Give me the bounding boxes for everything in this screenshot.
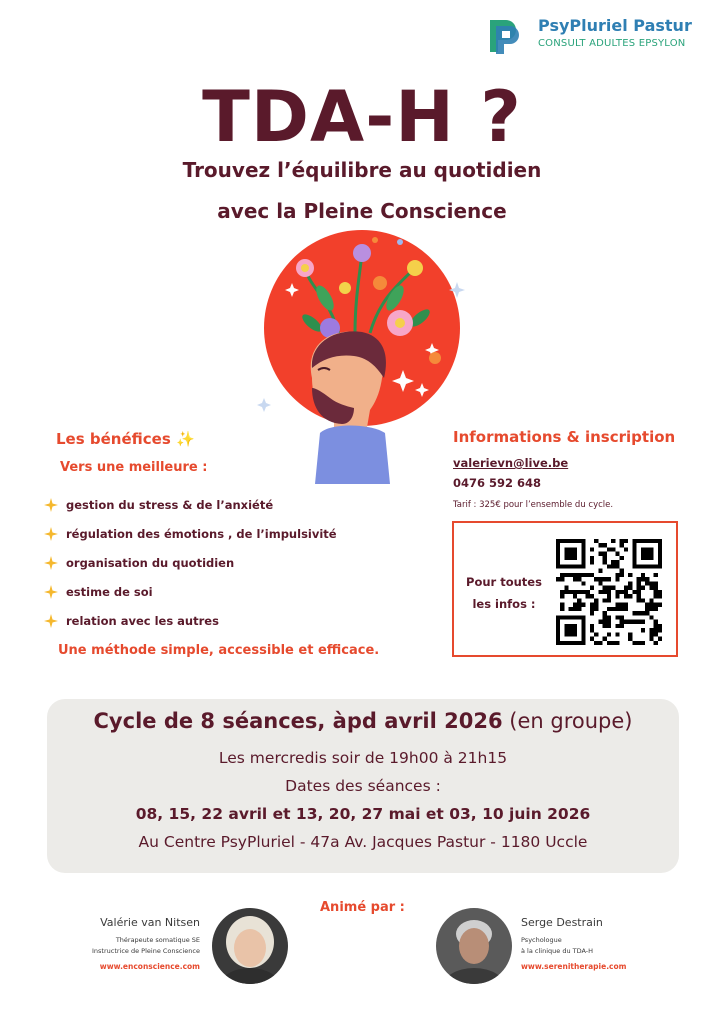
cycle-title-suffix: (en groupe) [502, 709, 633, 733]
qr-label [462, 571, 546, 615]
qr-label-line-1: Pour toutes [466, 575, 542, 589]
benefit-text: estime de soi [66, 584, 153, 599]
benefit-text: organisation du quotidien [66, 555, 235, 570]
method-tagline: Une méthode simple, accessible et efficace. [58, 643, 380, 658]
email-link[interactable]: valerievn@live.be [453, 456, 569, 470]
facilitator-2-website[interactable]: www.serenitherapie.com [521, 962, 627, 971]
qr-label-line-2: les infos : [472, 597, 536, 611]
facilitators-label: Animé par : [320, 900, 405, 915]
sparkle-icon [44, 585, 58, 599]
benefits-title: Les bénéfices ✨ [56, 430, 195, 448]
facilitator-1-role-1: Thérapeute somatique SE [115, 936, 200, 944]
cycle-panel [47, 699, 679, 873]
list-item [44, 548, 404, 577]
cycle-dates: 08, 15, 22 avril et 13, 20, 27 mai et 03, 10 juin 2026 [135, 805, 591, 823]
list-item [44, 519, 404, 548]
facilitator-2-role-2: à la clinique du TDA-H [521, 947, 594, 955]
cycle-title [47, 709, 679, 733]
info-title: Informations & inscription [453, 428, 676, 446]
cycle-schedule: Les mercredis soir de 19h00 à 21h15 [218, 749, 508, 767]
facilitator-2-role-1: Psychologue [521, 936, 562, 944]
qr-panel [452, 521, 678, 657]
facilitator-2-name: Serge Destrain [521, 916, 603, 929]
logo-name: PsyPluriel Pastur [538, 16, 692, 35]
subtitle-line-2: avec la Pleine Conscience [217, 199, 507, 223]
qr-code-icon[interactable] [556, 539, 662, 645]
cycle-title-main: Cycle de 8 séances, àpd avril 2026 [93, 709, 503, 733]
brand-logo [486, 14, 716, 58]
list-item [44, 606, 404, 635]
head-with-flowers-icon [250, 228, 470, 484]
list-item [44, 577, 404, 606]
page-title: TDA-H ? [202, 76, 522, 158]
list-item [44, 490, 404, 519]
benefits-list [44, 490, 404, 635]
cycle-dates-label: Dates des séances : [285, 777, 441, 795]
sparkle-icon [44, 556, 58, 570]
facilitator-2-avatar [436, 908, 512, 984]
tarif-text: Tarif : 325€ pour l’ensemble du cycle. [453, 500, 614, 510]
phone-number: 0476 592 648 [453, 476, 542, 490]
sparkle-icon [44, 614, 58, 628]
benefit-text: relation avec les autres [66, 613, 219, 628]
logo-subtitle: CONSULT ADULTES EPSYLON [538, 38, 686, 49]
facilitator-1-name: Valérie van Nitsen [100, 916, 200, 929]
pp-logo-icon [486, 16, 526, 56]
cycle-address: Au Centre PsyPluriel - 47a Av. Jacques Pastur - 1180 Uccle [138, 833, 588, 851]
benefit-text: gestion du stress & de l’anxiété [66, 497, 274, 512]
facilitator-1-avatar [212, 908, 288, 984]
subtitle-line-1: Trouvez l’équilibre au quotidien [182, 158, 542, 182]
sparkle-icon [44, 498, 58, 512]
facilitator-1-website[interactable]: www.enconscience.com [99, 962, 200, 971]
facilitator-1-role-2: Instructrice de Pleine Conscience [91, 947, 200, 955]
sparkle-icon [44, 527, 58, 541]
benefits-subtitle: Vers une meilleure : [60, 460, 208, 475]
benefit-text: régulation des émotions , de l’impulsivité [66, 526, 337, 541]
